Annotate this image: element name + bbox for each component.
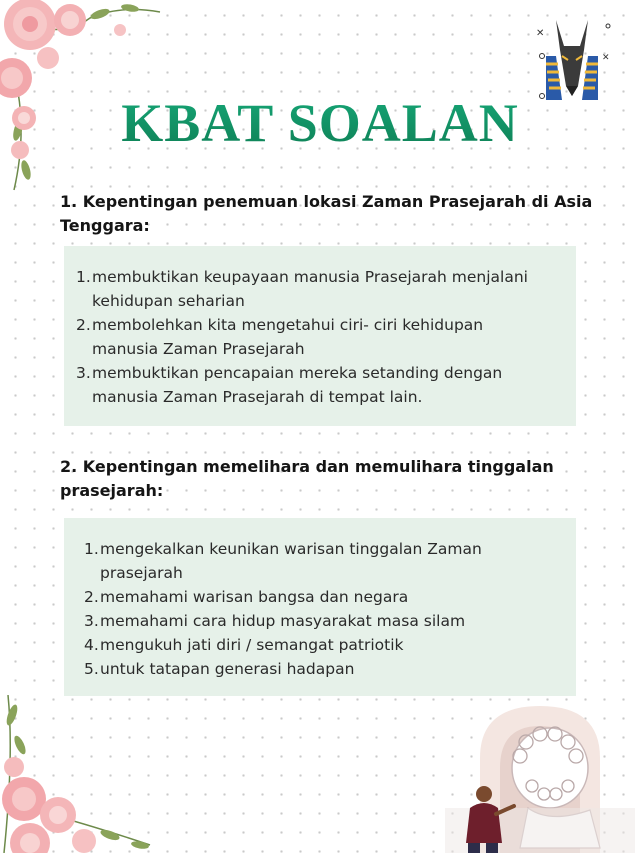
page-title: KBAT SOALAN: [0, 92, 640, 154]
section-2-list: [84, 537, 554, 681]
section-2-answer-box: [64, 518, 576, 696]
section-1-answer-box: [64, 246, 576, 426]
list-item: 1. mengekalkan keunikan warisan tinggalan Zaman prasejarah: [84, 540, 482, 582]
section-1-heading: 1. Kepentingan penemuan lokasi Zaman Prasejarah di Asia Tenggara:: [60, 192, 593, 235]
list-item: 1. membuktikan keupayaan manusia Prasejarah menjalani kehidupan seharian: [76, 268, 528, 310]
list-item: 4. mengukuh jati diri / semangat patriotik: [84, 636, 404, 654]
svg-text:✕: ✕: [536, 28, 545, 39]
list-item: 2. memahami warisan bangsa dan negara: [84, 588, 409, 606]
anubis-mask-icon: [532, 16, 614, 102]
svg-text:✕: ✕: [602, 53, 610, 63]
section-1-list: [76, 265, 546, 409]
list-item: 2. membolehkan kita mengetahui ciri- ciri kehidupan manusia Zaman Prasejarah: [76, 316, 484, 358]
list-item: 3. membuktikan pencapaian mereka setanding dengan manusia Zaman Prasejarah di tempat lain.: [76, 364, 503, 406]
flower-bottom-left-decoration: [0, 695, 160, 853]
list-item: 5. untuk tatapan generasi hadapan: [84, 660, 355, 678]
list-item: 3. memahami cara hidup masyarakat masa silam: [84, 612, 466, 630]
sculptor-statue-illustration: [440, 698, 635, 853]
section-2-heading: 2. Kepentingan memelihara dan memulihara tinggalan prasejarah:: [60, 457, 554, 500]
